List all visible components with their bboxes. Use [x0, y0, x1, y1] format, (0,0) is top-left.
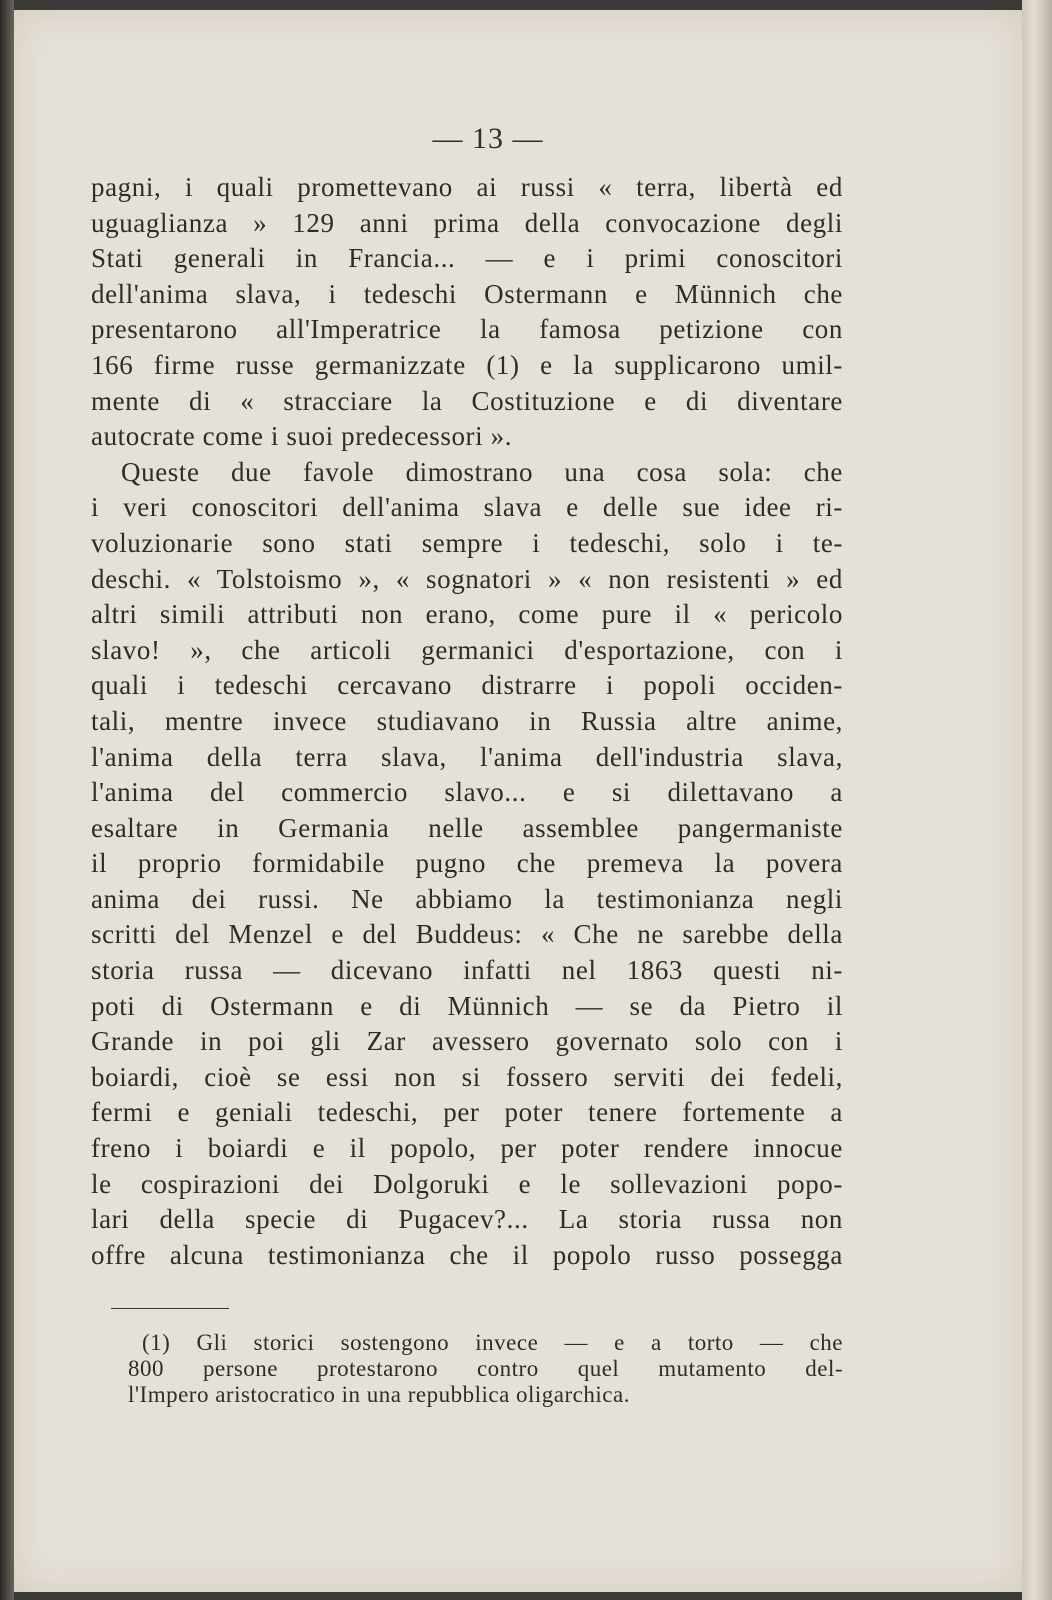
footnote-line: 800 persone protestarono contro quel mutamento del-: [128, 1356, 843, 1381]
body-line: mente di « stracciare la Costituzione e di diventare: [91, 385, 843, 416]
body-line: esaltare in Germania nelle assemblee pangermaniste: [91, 812, 843, 843]
body-line: tali, mentre invece studiavano in Russia altre anime,: [91, 705, 843, 736]
body-line: fermi e geniali tedeschi, per poter tenere fortemente a: [91, 1097, 843, 1128]
footnote-line: l'Impero aristocratico in una repubblica oligarchica.: [128, 1382, 630, 1407]
body-line: pagni, i quali promettevano ai russi « terra, libertà ed: [91, 172, 843, 202]
footnote: [128, 1330, 843, 1408]
body-line: il proprio formidabile pugno che premeva la povera: [91, 848, 843, 879]
body-line: quali i tedeschi cercavano distrarre i popoli occiden-: [91, 670, 843, 701]
body-line: lari della specie di Pugacev?... La storia russa non: [91, 1204, 843, 1235]
page-number: — 13 —: [432, 122, 544, 155]
book-page: [14, 10, 1022, 1592]
body-line: l'anima del commercio slavo... e si dilettavano a: [91, 777, 843, 808]
body-line: presentarono all'Imperatrice la famosa petizione con: [91, 314, 843, 345]
body-line: Queste due favole dimostrano una cosa sola: che: [121, 456, 843, 487]
body-text: [91, 170, 843, 1273]
body-line: deschi. « Tolstoismo », « sognatori » « non resistenti » ed: [91, 563, 843, 594]
body-line: uguaglianza » 129 anni prima della convocazione degli: [91, 207, 843, 238]
book-spine-left: [0, 0, 14, 1600]
body-line: poti di Ostermann e di Münnich — se da Pietro il: [91, 990, 843, 1021]
body-line: freno i boiardi e il popolo, per poter rendere innocue: [91, 1133, 843, 1164]
body-line: Grande in poi gli Zar avessero governato solo con i: [91, 1026, 843, 1057]
body-line: altri simili attributi non erano, come pure il « pericolo: [91, 599, 843, 630]
body-line: scritti del Menzel e del Buddeus: « Che ne sarebbe della: [91, 919, 843, 950]
body-line: anima dei russi. Ne abbiamo la testimonianza negli: [91, 883, 843, 914]
body-line: i veri conoscitori dell'anima slava e delle sue idee ri-: [91, 492, 843, 523]
body-line: 166 firme russe germanizzate (1) e la supplicarono umil-: [91, 349, 843, 380]
body-line: Stati generali in Francia... — e i primi conoscitori: [91, 243, 843, 274]
body-line: le cospirazioni dei Dolgoruki e le sollevazioni popo-: [91, 1168, 843, 1199]
footnote-line: (1) Gli storici sostengono invece — e a torto — che: [142, 1330, 843, 1355]
body-line: storia russa — dicevano infatti nel 1863 questi ni-: [91, 955, 843, 986]
body-line: offre alcuna testimonianza che il popolo russo possegga: [91, 1239, 843, 1270]
body-line: slavo! », che articoli germanici d'esportazione, con i: [91, 634, 843, 665]
footnote-divider: [111, 1308, 229, 1309]
body-line: l'anima della terra slava, l'anima dell'industria slava,: [91, 741, 843, 772]
body-line: voluzionarie sono stati sempre i tedeschi, solo i te-: [91, 527, 843, 558]
body-line: autocrate come i suoi predecessori ».: [91, 421, 513, 452]
book-edge-right: [1022, 0, 1052, 1600]
body-line: dell'anima slava, i tedeschi Ostermann e Münnich che: [91, 278, 843, 309]
body-line: boiardi, cioè se essi non si fossero serviti dei fedeli,: [91, 1061, 843, 1092]
